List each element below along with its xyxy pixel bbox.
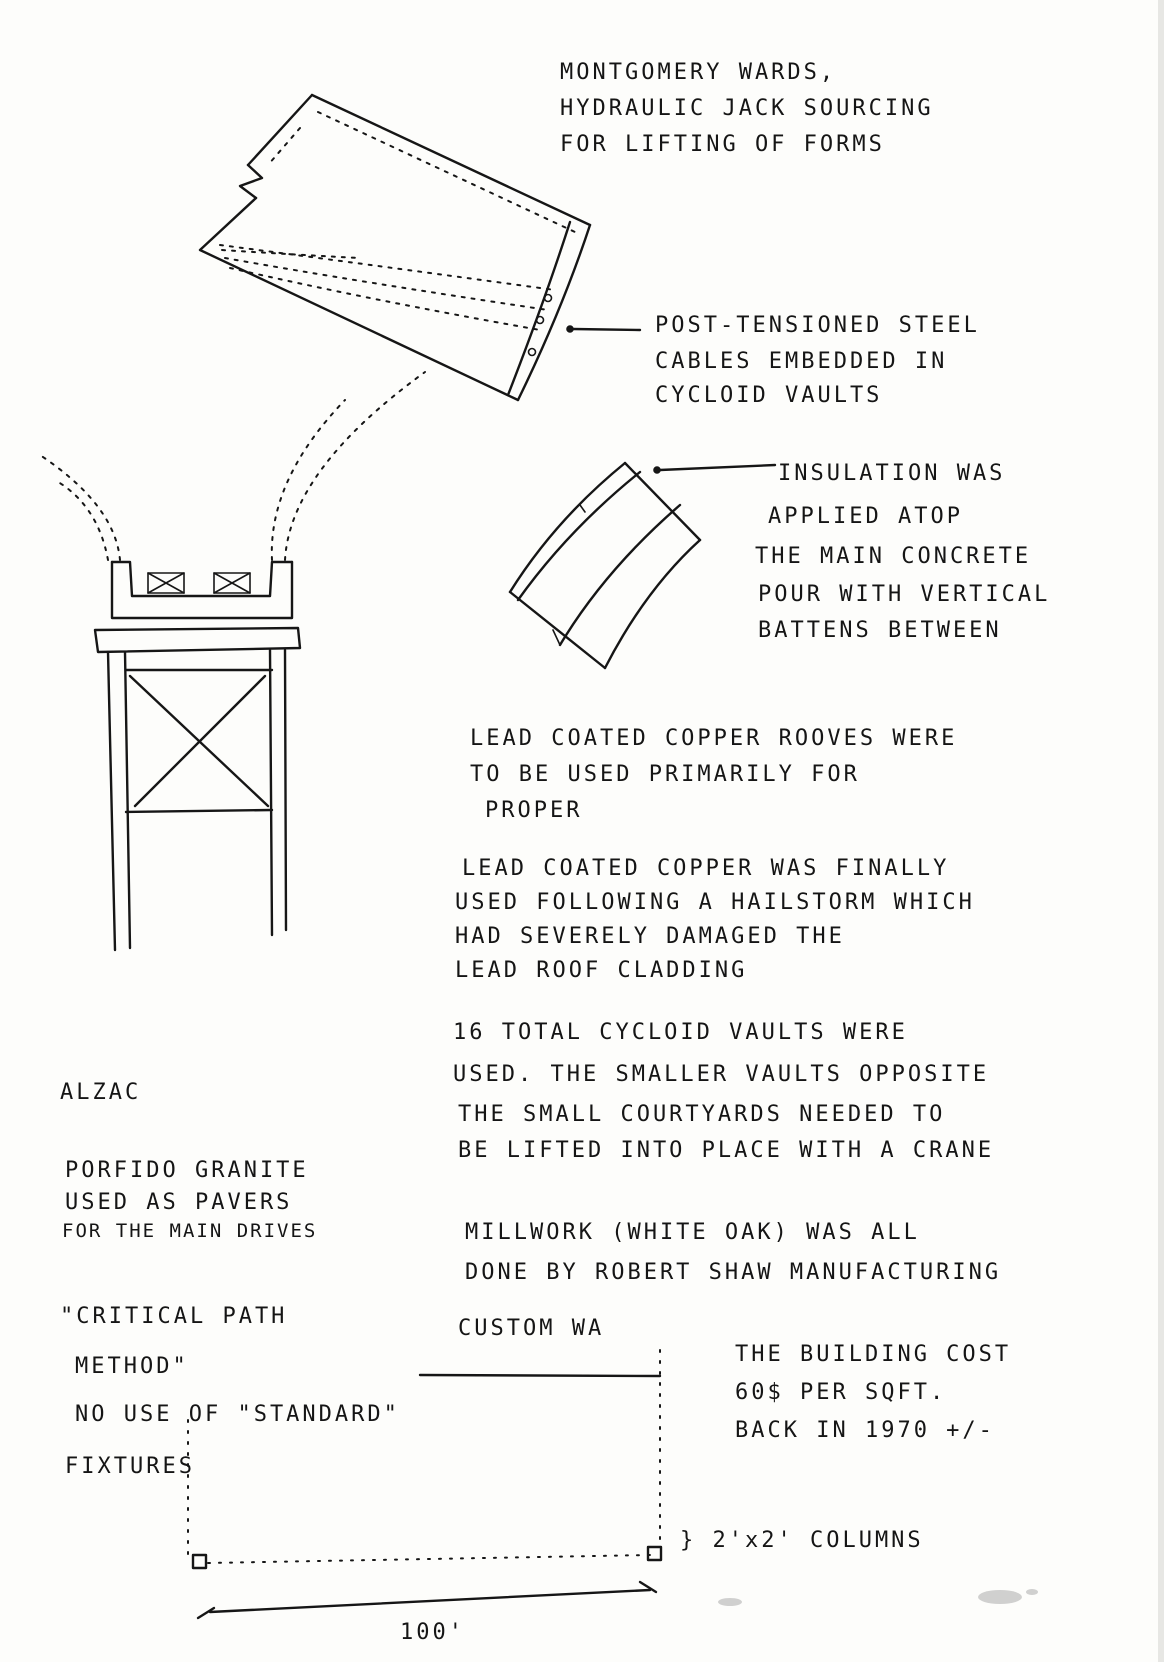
note-line: LEAD COATED COPPER ROOVES WERE — [470, 726, 958, 751]
note-line: CUSTOM WA — [458, 1316, 605, 1341]
note-line: PORFIDO GRANITE — [65, 1158, 309, 1183]
note-line: FIXTURES — [65, 1454, 195, 1479]
jack-scaffold-sketch — [95, 562, 300, 950]
note-line: USED AS PAVERS — [65, 1190, 293, 1215]
note-line: NO USE OF "STANDARD" — [75, 1402, 400, 1427]
note-line: POST-TENSIONED STEEL — [655, 313, 980, 338]
note-line: INSULATION WAS — [778, 461, 1006, 486]
note-line: LEAD ROOF CLADDING — [455, 958, 748, 983]
note-line: USED FOLLOWING A HAILSTORM WHICH — [455, 890, 975, 915]
note-line: BE LIFTED INTO PLACE WITH A CRANE — [458, 1138, 995, 1163]
note-line: 60$ PER SQFT. — [735, 1380, 947, 1405]
note-line: ALZAC — [60, 1080, 142, 1105]
note-line: POUR WITH VERTICAL — [758, 582, 1051, 607]
note-line: MONTGOMERY WARDS, — [560, 60, 837, 85]
note-line: THE BUILDING COST — [735, 1342, 1012, 1367]
dimension-label: 100' — [400, 1620, 465, 1645]
note-line: LEAD COATED COPPER WAS FINALLY — [462, 856, 950, 881]
note-line: MILLWORK (WHITE OAK) WAS ALL — [465, 1220, 920, 1245]
note-line: CYCLOID VAULTS — [655, 383, 883, 408]
pencil-smudges — [718, 1589, 1038, 1606]
insulation-section-sketch — [510, 463, 775, 668]
note-line: HAD SEVERELY DAMAGED THE — [455, 924, 845, 949]
note-line: "CRITICAL PATH — [60, 1304, 288, 1329]
note-line: TO BE USED PRIMARILY FOR — [470, 762, 860, 787]
note-line: 16 TOTAL CYCLOID VAULTS WERE — [453, 1020, 908, 1045]
note-line: THE MAIN CONCRETE — [755, 544, 1032, 569]
note-line: BACK IN 1970 +/- — [735, 1418, 995, 1443]
plan-dimension-sketch — [188, 1350, 661, 1618]
note-line: DONE BY ROBERT SHAW MANUFACTURING — [465, 1260, 1002, 1285]
note-line: CABLES EMBEDDED IN — [655, 349, 948, 374]
note-line: APPLIED ATOP — [768, 504, 963, 529]
note-line: } 2'x2' COLUMNS — [680, 1528, 924, 1553]
note-line: PROPER — [485, 798, 583, 823]
note-line: FOR LIFTING OF FORMS — [560, 132, 885, 157]
note-line: USED. THE SMALLER VAULTS OPPOSITE — [453, 1062, 990, 1087]
note-line: METHOD" — [75, 1354, 189, 1379]
note-line: FOR THE MAIN DRIVES — [62, 1220, 318, 1242]
lifting-path-arcs — [40, 372, 425, 560]
note-line: HYDRAULIC JACK SOURCING — [560, 96, 934, 121]
note-line: THE SMALL COURTYARDS NEEDED TO — [458, 1102, 946, 1127]
note-line: BATTENS BETWEEN — [758, 618, 1002, 643]
